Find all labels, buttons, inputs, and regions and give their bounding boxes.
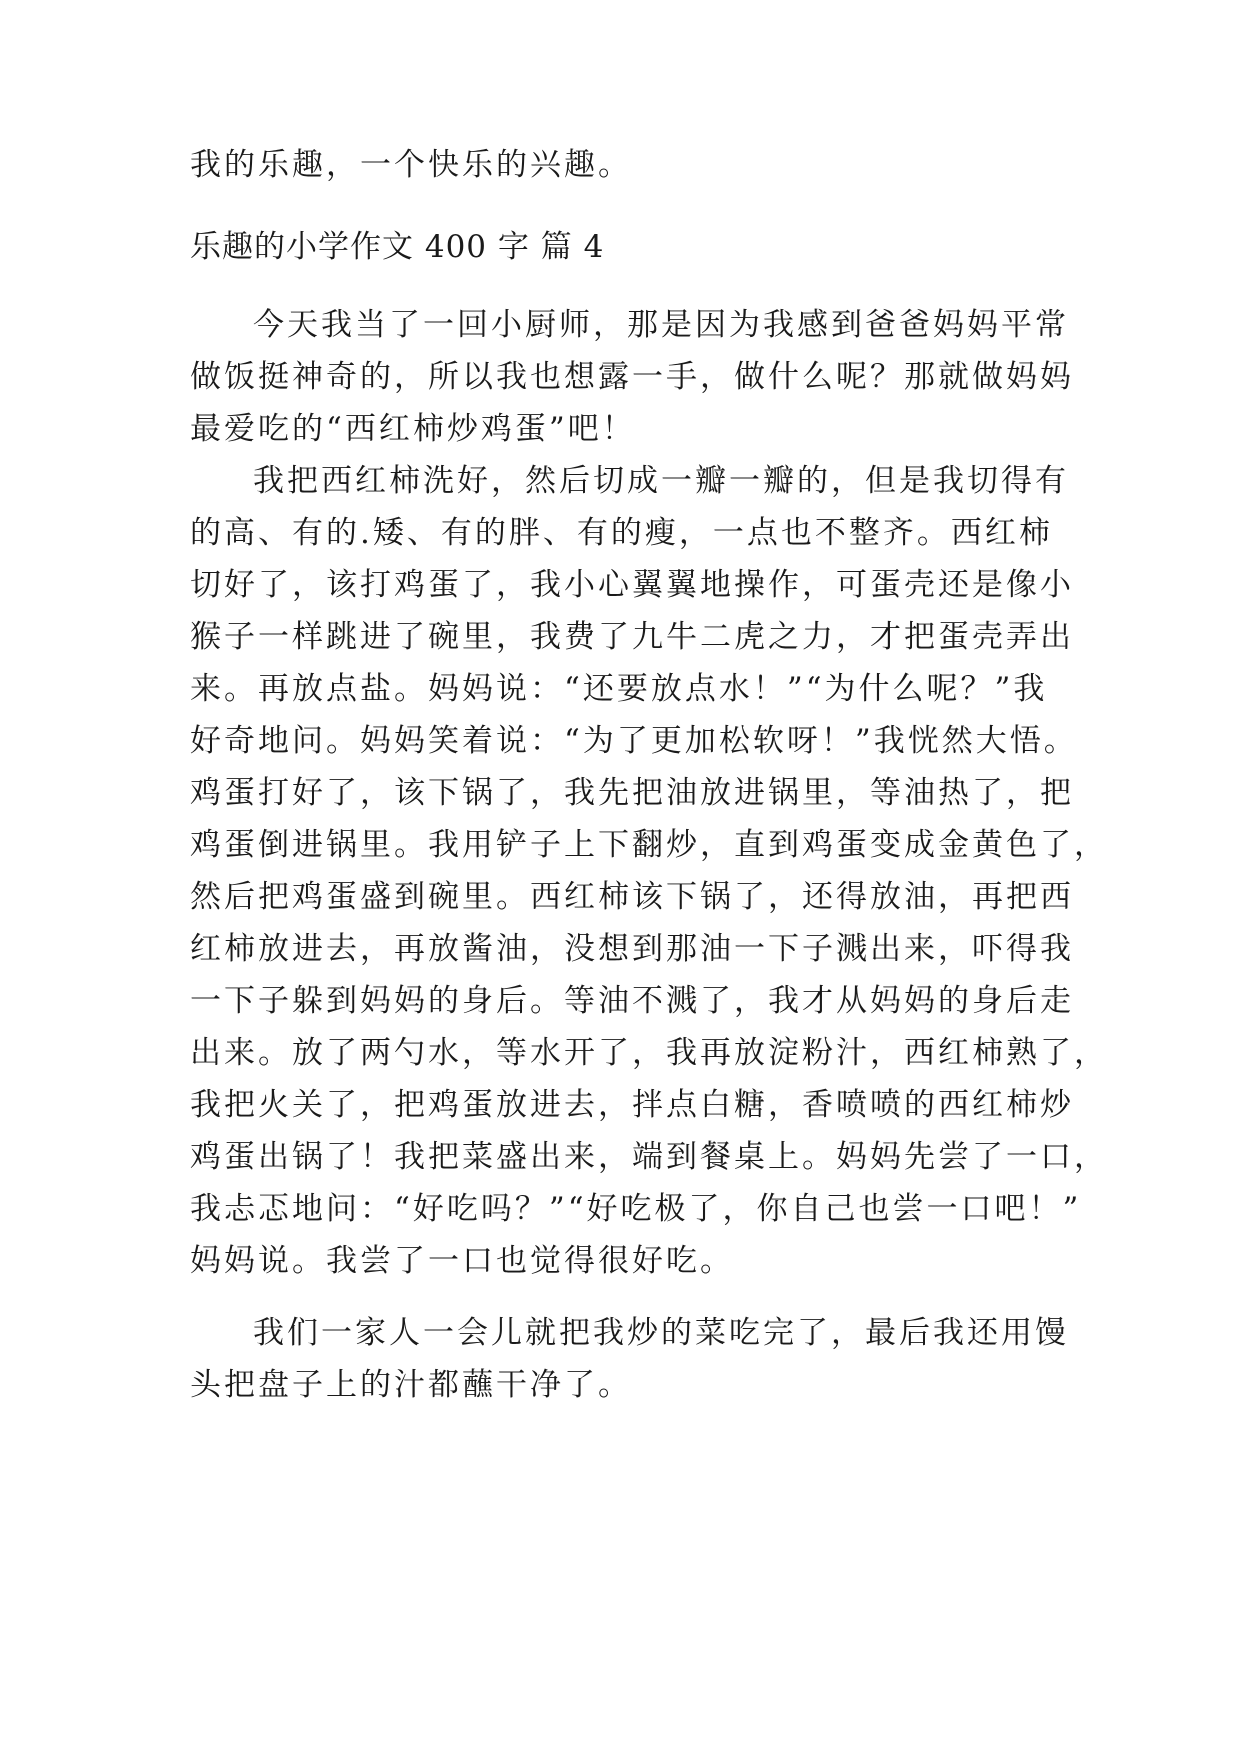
paragraph-1-line-3: 最爱吃的“西红柿炒鸡蛋”吧！ [190,411,636,447]
paragraph-2-line-6: 好奇地问。妈妈笑着说：“为了更加松软呀！”我恍然大悟。 [190,723,1078,759]
paragraph-2-line-12: 出来。放了两勺水，等水开了，我再放淀粉汁，西红柿熟了， [190,1035,1108,1071]
paragraph-2-line-2: 的高、有的.矮、有的胖、有的瘦，一点也不整齐。西红柿 [190,515,1053,551]
paragraph-2-line-3: 切好了，该打鸡蛋了，我小心翼翼地操作，可蛋壳还是像小 [190,567,1074,603]
paragraph-2-line-1: 我把西红柿洗好，然后切成一瓣一瓣的，但是我切得有 [253,463,1069,499]
paragraph-2-line-9: 然后把鸡蛋盛到碗里。西红柿该下锅了，还得放油，再把西 [190,879,1074,915]
paragraph-2-line-15: 我忐忑地问：“好吃吗？”“好吃极了，你自己也尝一口吧！” [190,1191,1082,1227]
paragraph-2-line-11: 一下子躲到妈妈的身后。等油不溅了，我才从妈妈的身后走 [190,983,1074,1019]
paragraph-1-line-1: 今天我当了一回小厨师，那是因为我感到爸爸妈妈平常 [253,307,1069,343]
paragraph-2-line-16: 妈妈说。我尝了一口也觉得很好吃。 [190,1243,734,1279]
paragraph-2-line-4: 猴子一样跳进了碗里，我费了九牛二虎之力，才把蛋壳弄出 [190,619,1074,655]
paragraph-3-line-2: 头把盘子上的汁都蘸干净了。 [190,1367,632,1403]
paragraph-2-line-5: 来。再放点盐。妈妈说：“还要放点水！”“为什么呢？”我 [190,671,1048,707]
paragraph-2-line-7: 鸡蛋打好了，该下锅了，我先把油放进锅里，等油热了，把 [190,775,1074,811]
previous-section-ending: 我的乐趣，一个快乐的兴趣。 [190,147,632,183]
paragraph-2-line-14: 鸡蛋出锅了！我把菜盛出来，端到餐桌上。妈妈先尝了一口， [190,1139,1108,1175]
paragraph-3-line-1: 我们一家人一会儿就把我炒的菜吃完了，最后我还用馒 [253,1315,1069,1351]
paragraph-1-line-2: 做饭挺神奇的，所以我也想露一手，做什么呢？那就做妈妈 [190,359,1074,395]
paragraph-2-line-10: 红柿放进去，再放酱油，没想到那油一下子溅出来，吓得我 [190,931,1074,967]
paragraph-2-line-8: 鸡蛋倒进锅里。我用铲子上下翻炒，直到鸡蛋变成金黄色了， [190,827,1108,863]
paragraph-2-line-13: 我把火关了，把鸡蛋放进去，拌点白糖，香喷喷的西红柿炒 [190,1087,1074,1123]
section-title: 乐趣的小学作文 400 字 篇 4 [190,229,605,265]
